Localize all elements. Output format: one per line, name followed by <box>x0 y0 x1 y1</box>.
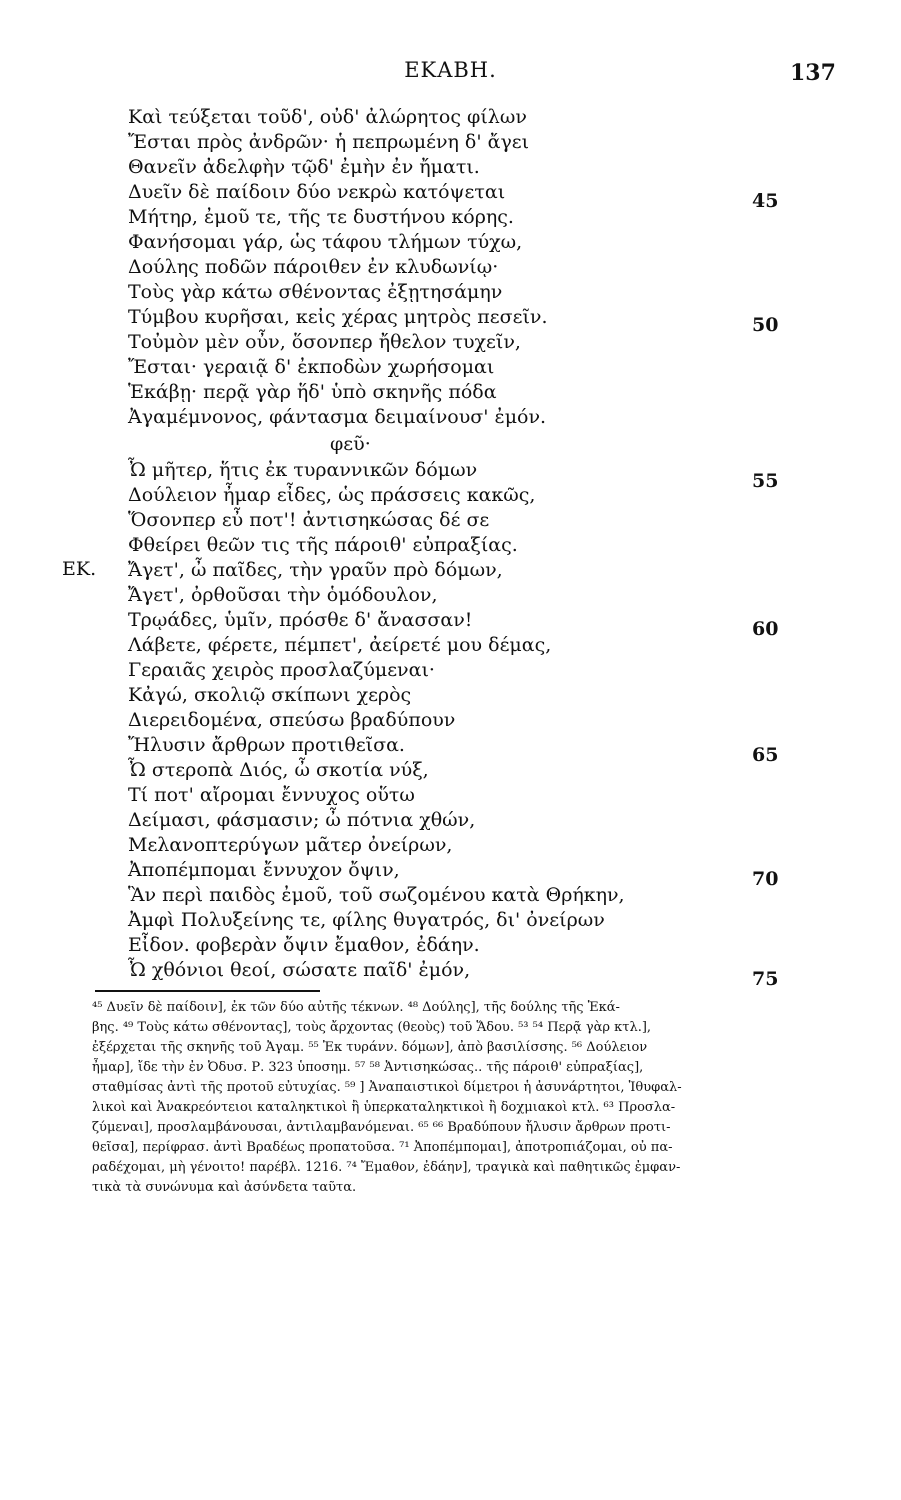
footnote-line: βης. ⁴⁹ Τοὺς κάτω σθένοντας], τοὺς ἄρχοντας (θεοὺς) τοῦ Ἅδου. ⁵³ ⁵⁴ Περᾷ γὰρ κτλ.], <box>92 1020 652 1035</box>
footnote-line: ζύμεναι], προσλαμβάνουσαι, ἀντιλαμβανόμεναι. ⁶⁵ ⁶⁶ Βραδύπουν ἤλυσιν ἄρθρων προτι- <box>92 1120 671 1135</box>
page-number: 137 <box>790 60 836 86</box>
line-number: 65 <box>752 744 779 766</box>
speaker-label: ΕΚ. <box>62 558 97 580</box>
verse-line: Ἄγετ', ὀρθοῦσαι τὴν ὁμόδουλον, <box>128 584 438 606</box>
verse-line: Τοὐμὸν μὲν οὖν, ὅσονπερ ἤθελον τυχεῖν, <box>128 331 521 353</box>
verse-line: Ὦ μῆτερ, ἥτις ἐκ τυραννικῶν δόμων <box>128 459 478 481</box>
verse-line: Γεραιᾶς χειρὸς προσλαζύμεναι· <box>128 659 435 681</box>
verse-line: Ἀγαμέμνονος, φάντασμα δειμαίνουσ' ἐμόν. <box>128 406 547 428</box>
verse-line: Μελανοπτερύγων μᾶτερ ὀνείρων, <box>128 834 453 856</box>
line-number: 75 <box>752 968 779 990</box>
page-title: ΕΚΑΒΗ. <box>404 58 497 82</box>
footnote-line: τικὰ τὰ συνώνυμα καὶ ἀσύνδετα ταῦτα. <box>92 1180 357 1195</box>
verse-line: Δυεῖν δὲ παίδοιν δύο νεκρὼ κατόψεται <box>128 181 506 203</box>
verse-line: Ἑκάβῃ· περᾷ γὰρ ἥδ' ὑπὸ σκηνῆς πόδα <box>128 381 497 403</box>
footnote-line: ραδέχομαι, μὴ γένοιτο! παρέβλ. 1216. ⁷⁴ Ἔμαθον, ἐδάην], τραγικὰ καὶ παθητικῶς ἐμφαν- <box>92 1160 681 1175</box>
verse-line: Ὦ χθόνιοι θεοί, σώσατε παῖδ' ἐμόν, <box>128 959 471 981</box>
line-number: 60 <box>752 618 779 640</box>
line-number: 50 <box>752 314 779 336</box>
verse-line: Τρῳάδες, ὑμῖν, πρόσθε δ' ἄνασσαν! <box>128 609 473 631</box>
verse-line: Ἄγετ', ὦ παῖδες, τὴν γραῦν πρὸ δόμων, <box>128 559 503 581</box>
footnote-line: ἦμαρ], ἴδε τὴν ἐν Ὀδυσ. Ρ. 323 ὑποσημ. ⁵⁷ ⁵⁸ Ἀντισηκώσας.. τῆς πάροιθ' εὐπραξίας], <box>92 1060 644 1075</box>
verse-line: Φθείρει θεῶν τις τῆς πάροιθ' εὐπραξίας. <box>128 534 518 556</box>
verse-line: Κἀγώ, σκολιῷ σκίπωνι χερὸς <box>128 684 412 706</box>
verse-line: Διερειδομένα, σπεύσω βραδύπουν <box>128 709 456 731</box>
verse-line: Καὶ τεύξεται τοῦδ', οὐδ' ἀλώρητος φίλων <box>128 106 527 128</box>
footnote-line: ⁴⁵ Δυεῖν δὲ παίδοιν], ἐκ τῶν δύο αὐτῆς τέκνων. ⁴⁸ Δούλης], τῆς δούλης τῆς Ἑκά- <box>92 1000 620 1015</box>
verse-line: Ἔσται· γεραιᾷ δ' ἐκποδὼν χωρήσομαι <box>128 356 495 378</box>
line-number: 55 <box>752 470 779 492</box>
verse-line: Φανήσομαι γάρ, ὡς τάφου τλήμων τύχω, <box>128 231 523 253</box>
footnote-line: ἐξέρχεται τῆς σκηνῆς τοῦ Ἀγαμ. ⁵⁵ Ἐκ τυράνν. δόμων], ἀπὸ βασιλίσσης. ⁵⁶ Δούλειον <box>92 1040 648 1055</box>
verse-line: Ἤλυσιν ἄρθρων προτιθεῖσα. <box>128 734 405 756</box>
verse-line: Ὅσονπερ εὖ ποτ'! ἀντισηκώσας δέ σε <box>128 509 490 531</box>
line-number: 70 <box>752 868 779 890</box>
footnote-divider <box>95 990 320 992</box>
footnote-line: σταθμίσας ἀντὶ τῆς προτοῦ εὐτυχίας. ⁵⁹ ] Ἀναπαιστικοὶ δίμετροι ἡ ἀσυνάρτητοι, Ἰθυφαλ- <box>92 1080 682 1095</box>
footnote-line: θεῖσα], περίφρασ. ἀντὶ Βραδέως προπατοῦσα. ⁷¹ Ἀποπέμπομαι], ἀποτροπιάζομαι, οὐ πα- <box>92 1140 673 1155</box>
verse-line: Δείμασι, φάσμασιν; ὦ πότνια χθών, <box>128 809 476 831</box>
verse-line: Ὦ στεροπὰ Διός, ὦ σκοτία νύξ, <box>128 759 429 781</box>
verse-line: Ἀποπέμπομαι ἔννυχον ὄψιν, <box>128 859 400 881</box>
verse-line: Τί ποτ' αἴρομαι ἔννυχος οὕτω <box>128 784 415 806</box>
verse-line: Δούλης ποδῶν πάροιθεν ἐν κλυδωνίῳ· <box>128 256 499 278</box>
verse-line: Ἔσται πρὸς ἀνδρῶν· ἡ πεπρωμένη δ' ἄγει <box>128 131 530 153</box>
verse-line-exclamation: φεῦ· <box>330 433 371 455</box>
verse-line: Λάβετε, φέρετε, πέμπετ', ἀείρετέ μου δέμας, <box>128 634 552 656</box>
verse-line: Ἃν περὶ παιδὸς ἐμοῦ, τοῦ σωζομένου κατὰ Θρήκην, <box>128 884 625 906</box>
verse-line: Ἀμφὶ Πολυξείνης τε, φίλης θυγατρός, δι' ὀνείρων <box>128 909 605 931</box>
line-number: 45 <box>752 190 779 212</box>
footnotes <box>92 998 792 1198</box>
verse-line: Θανεῖν ἀδελφὴν τῷδ' ἐμὴν ἐν ἤματι. <box>128 156 480 178</box>
footnote-line: λικοὶ καὶ Ἀνακρεόντειοι καταληκτικοὶ ἢ ὑπερκαταληκτικοὶ ἢ δοχμιακοὶ κτλ. ⁶³ Προσλα- <box>92 1100 676 1115</box>
verse-line: Μήτηρ, ἐμοῦ τε, τῆς τε δυστήνου κόρης. <box>128 206 514 228</box>
verse-line: Τοὺς γὰρ κάτω σθένοντας ἐξῃτησάμην <box>128 281 503 303</box>
verse-line: Δούλειον ἦμαρ εἶδες, ὡς πράσσεις κακῶς, <box>128 484 536 506</box>
verse-line: Τύμβου κυρῆσαι, κεἰς χέρας μητρὸς πεσεῖν. <box>128 306 548 328</box>
verse-line: Εἶδον. φοβερὰν ὄψιν ἔμαθον, ἐδάην. <box>128 934 480 956</box>
